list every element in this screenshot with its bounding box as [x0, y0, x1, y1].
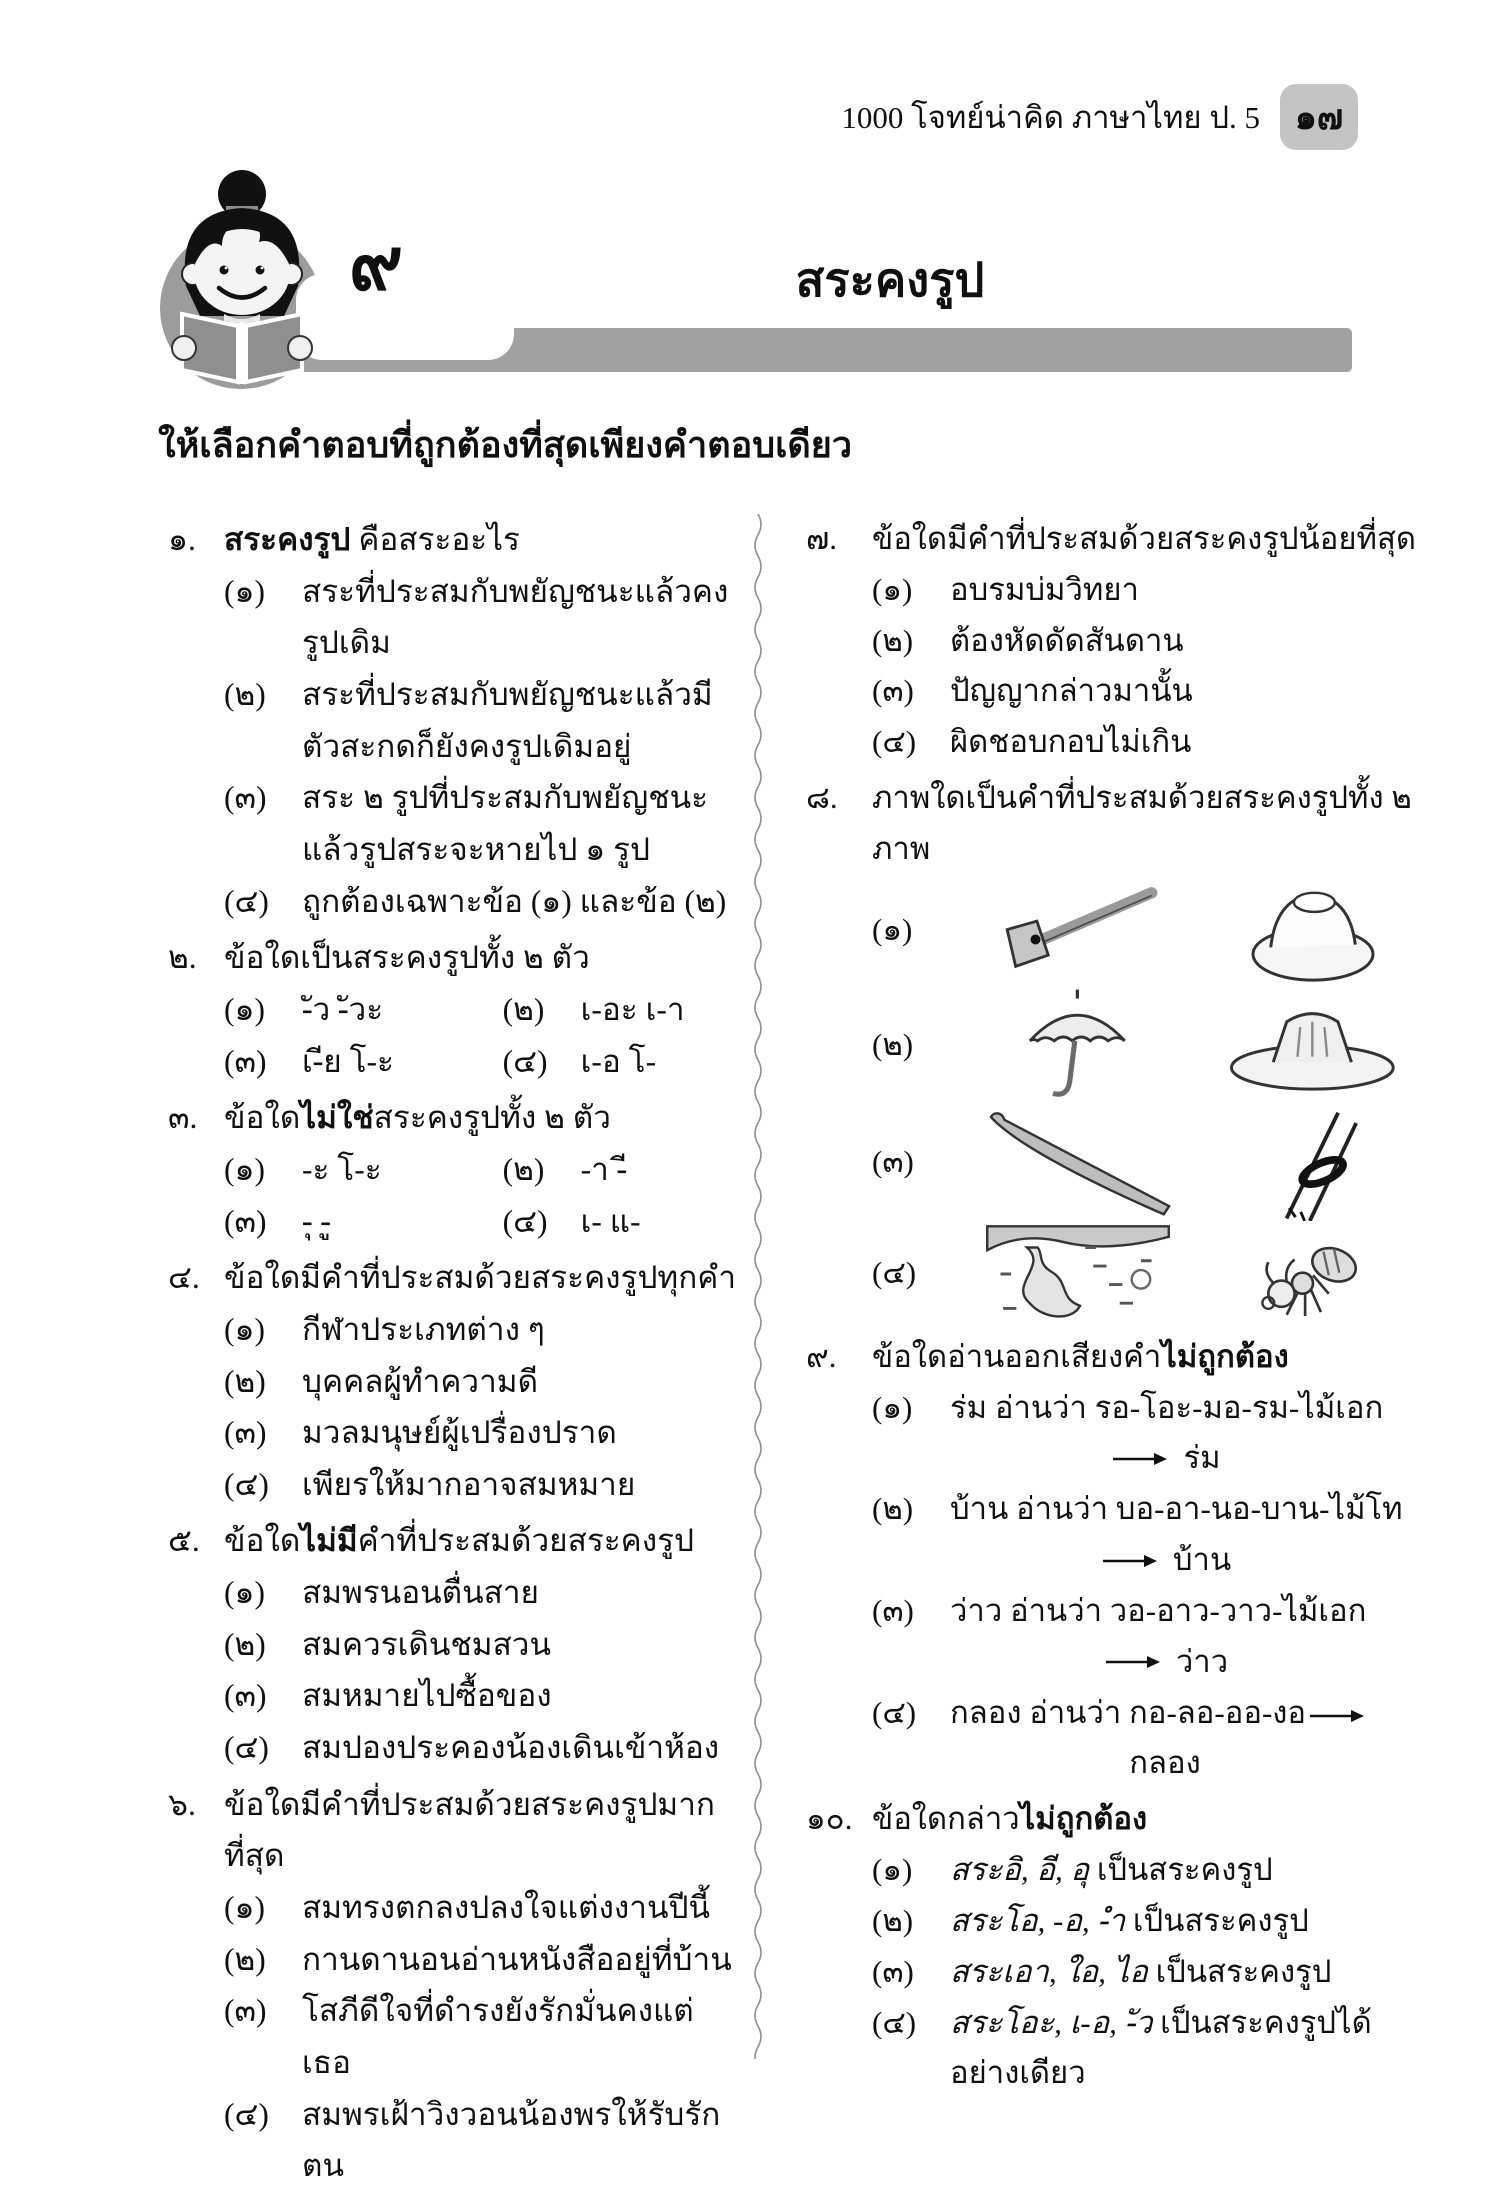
options-list [224, 1144, 740, 1247]
book-title: 1000 โจทย์น่าคิด ภาษาไทย ป. 5 [841, 100, 1260, 135]
text-segment: สมทรงตกลงปลงใจแต่งงานปีนี้ [302, 1890, 711, 1926]
option-8-1 [872, 875, 1420, 987]
option-label: (๒) [872, 1902, 914, 1938]
question-header [168, 1252, 740, 1304]
question-2 [168, 932, 740, 1087]
option-1-3 [224, 772, 740, 875]
option-label: (๒) [224, 1626, 266, 1662]
option-text [950, 565, 1420, 616]
option-text [950, 666, 1420, 717]
option-6-1 [224, 1882, 740, 1934]
question-7 [806, 514, 1420, 768]
text-segment: ข้อใดมีคำที่ประสมด้วยสระคงรูปทุกคำ [224, 1260, 737, 1296]
option-label: (๓) [872, 1592, 914, 1628]
option-1-1 [224, 566, 740, 669]
option-label: (๓) [224, 1415, 267, 1451]
option-label: (๒) [872, 622, 914, 658]
text-segment: สมพรนอนตื่นสาย [302, 1575, 540, 1611]
text-segment: ข้อใดเป็นสระคงรูปทั้ง ๒ ตัว [224, 940, 590, 976]
option-10-3 [872, 1947, 1420, 1998]
question-6 [168, 1779, 740, 2192]
text-segment: ข้อใดมีคำที่ประสมด้วยสระคงรูปมากที่สุด [224, 1786, 715, 1874]
option-label: (๑) [872, 1389, 913, 1425]
option-3-3 [224, 1196, 503, 1248]
text-segment: สระ ๒ รูปที่ประสมกับพยัญชนะแล้วรูปสระจะหายไป ๑ รูป [302, 780, 709, 867]
option-label: (๒) [224, 1363, 266, 1399]
option-label: (๓) [872, 1144, 914, 1180]
option-text [302, 2089, 740, 2192]
option-label: (๓) [872, 673, 914, 709]
question-1 [168, 514, 740, 927]
text-segment: สมปองประคองน้องเดินเข้าห้อง [302, 1730, 720, 1766]
options-list [872, 565, 1420, 768]
options-list [224, 1567, 740, 1774]
question-header [168, 1779, 740, 1882]
option-7-1 [872, 565, 1420, 616]
question-number: ๑. [168, 522, 196, 557]
question-header [806, 1332, 1420, 1383]
option-text [302, 1407, 740, 1459]
option-text [950, 1998, 1420, 2100]
page-number-badge: ๑๗ [1280, 84, 1358, 150]
question-number: ๕. [168, 1523, 200, 1559]
option-label: (๑) [224, 1890, 265, 1926]
option-9-3 [872, 1586, 1420, 1688]
option-4-2 [224, 1356, 740, 1408]
option-text [581, 1144, 740, 1196]
question-number: ๗. [806, 521, 838, 556]
option-text [302, 1196, 503, 1248]
question-header [806, 773, 1420, 875]
option-5-3 [224, 1670, 740, 1722]
option-10-4 [872, 1998, 1420, 2100]
question-3 [168, 1092, 740, 1247]
text-segment: -ุ -ู [302, 1203, 331, 1239]
option-label: (๒) [224, 1941, 266, 1977]
question-4 [168, 1252, 740, 1510]
text-segment: ว่าว อ่านว่า วอ-อาว-วาว-ไม้เอก [950, 1592, 1367, 1628]
option-text [950, 1896, 1420, 1947]
arrow-icon [1310, 1709, 1364, 1723]
question-number: ๔. [168, 1260, 200, 1296]
question-text [872, 773, 1420, 875]
text-segment: สระอิ, อี, อุ [950, 1852, 1090, 1888]
option-text [302, 669, 740, 772]
option-text [302, 1934, 740, 1986]
question-text [224, 1515, 740, 1567]
option-1-2 [224, 669, 740, 772]
arrow-icon [1106, 1655, 1160, 1669]
option-3-2 [503, 1144, 740, 1196]
option-label: (๓) [224, 1993, 267, 2029]
question-10 [806, 1794, 1420, 2099]
option-5-2 [224, 1619, 740, 1671]
option-9-1 [872, 1383, 1420, 1485]
option-text [302, 566, 740, 669]
option-text [581, 1196, 740, 1248]
question-text [224, 1252, 740, 1304]
option-2-3 [224, 1036, 503, 1088]
text-segment: สระโอะ, เ-อ, -ัว [950, 2004, 1153, 2040]
question-header [168, 1092, 740, 1144]
option-label: (๑) [224, 1575, 265, 1611]
option-text [302, 1567, 740, 1619]
question-text [224, 1779, 740, 1882]
question-header [168, 932, 740, 984]
text-segment: ภาพใดเป็นคำที่ประสมด้วยสระคงรูปทั้ง ๒ ภาพ [872, 780, 1412, 866]
question-8 [806, 773, 1420, 1327]
option-text [302, 1722, 740, 1774]
text-segment: ข้อใดมีคำที่ประสมด้วยสระคงรูปน้อยที่สุด [872, 521, 1417, 556]
ant-image [1205, 1228, 1420, 1320]
text-segment: -ัว -ัวะ [302, 991, 384, 1027]
option-text [302, 1356, 740, 1408]
option-text [950, 1586, 1420, 1688]
column-divider [750, 514, 766, 2197]
text-segment: โสภีดีใจที่ดำรงยังรักมั่นคงแต่เธอ [302, 1993, 694, 2081]
question-header [168, 1515, 740, 1567]
option-label: (๒) [872, 1491, 914, 1527]
option-10-2 [872, 1896, 1420, 1947]
options-list [224, 984, 740, 1087]
hoe-image [950, 881, 1205, 981]
option-label: (๒) [502, 991, 545, 1027]
option-label: (๓) [224, 1678, 267, 1714]
option-text [950, 1383, 1420, 1485]
text-segment: เป็นสระคงรูป [1125, 1902, 1309, 1938]
option-text [950, 616, 1420, 667]
page-header [841, 84, 1358, 150]
question-text [224, 932, 740, 984]
text-segment: เ-อ โ- [580, 1043, 657, 1079]
option-4-3 [224, 1407, 740, 1459]
farmer-hat-image [1205, 997, 1420, 1095]
options-list [224, 1304, 740, 1511]
arrow-icon [1113, 1452, 1167, 1466]
question-number: ๒. [168, 940, 197, 976]
text-segment: สระที่ประสมกับพยัญชนะแล้วคงรูปเดิม [302, 573, 729, 661]
chapter-title: สระคงรูป [795, 255, 985, 307]
option-text [950, 717, 1420, 768]
option-7-2 [872, 616, 1420, 667]
text-segment: สระเอา, ใอ, ไอ [950, 1953, 1148, 1989]
swing-image [1205, 1105, 1420, 1221]
option-3-1 [224, 1144, 503, 1196]
options-list [872, 875, 1420, 1327]
option-label: (๑) [224, 1311, 265, 1347]
text-segment: ไม่ถูกต้อง [1019, 1801, 1148, 1837]
option-text [950, 1947, 1420, 1998]
text-segment: ข้อใด [224, 1100, 301, 1136]
option-text [302, 1144, 503, 1196]
left-column [168, 514, 740, 2197]
options-list [224, 566, 740, 928]
option-text [302, 1036, 503, 1088]
question-number: ๘. [806, 780, 838, 816]
eye-right [256, 266, 265, 275]
text-segment: ไม่ใช่ [300, 1100, 374, 1136]
question-text [224, 514, 740, 566]
option-label: (๔) [502, 1043, 548, 1079]
option-text [302, 1985, 740, 2088]
eye-left [220, 266, 229, 275]
option-8-2 [872, 987, 1420, 1105]
question-header [806, 514, 1420, 565]
question-5 [168, 1515, 740, 1773]
option-1-4 [224, 876, 740, 928]
question-text [872, 1794, 1420, 1845]
option-6-2 [224, 1934, 740, 1986]
option-9-4 [872, 1688, 1420, 1790]
question-columns [168, 514, 1420, 2197]
option-label: (๔) [872, 1255, 917, 1291]
pronunciation-result [950, 1637, 1380, 1688]
option-7-4 [872, 717, 1420, 768]
pronunciation-result [950, 1433, 1380, 1484]
option-2-4 [503, 1036, 740, 1088]
result-word: ร่ม [1183, 1440, 1221, 1476]
result-word: ว่าว [1175, 1643, 1229, 1679]
option-4-4 [224, 1459, 740, 1511]
option-4-1 [224, 1304, 740, 1356]
question-header [168, 514, 740, 566]
option-5-4 [224, 1722, 740, 1774]
question-number: ๖. [168, 1786, 196, 1822]
text-segment: ข้อใดอ่านออกเสียงคำ [872, 1338, 1162, 1374]
question-text [224, 1092, 740, 1144]
option-text [302, 772, 740, 875]
option-label: (๓) [872, 1953, 914, 1989]
option-label: (๔) [872, 2004, 917, 2040]
question-number: ๑๐. [806, 1801, 853, 1837]
option-text [302, 1304, 740, 1356]
arrow-icon [1103, 1554, 1157, 1568]
text-segment: เ-อะ เ-า [580, 991, 685, 1027]
pronunciation-result [950, 1738, 1380, 1789]
option-label: (๒) [502, 1151, 545, 1187]
text-segment: มวลมนุษย์ผู้เปรื่องปราด [302, 1415, 617, 1451]
option-text [302, 1459, 740, 1511]
text-segment: เพียรให้มากอาจสมหมาย [302, 1466, 636, 1502]
chapter-number: ๙ [348, 224, 404, 306]
option-label: (๓) [224, 1043, 267, 1079]
option-text [950, 1484, 1420, 1586]
option-label: (๓) [224, 780, 267, 816]
option-label: (๔) [224, 883, 269, 919]
text-segment: -า -ี [580, 1151, 628, 1187]
stream-image [950, 1221, 1205, 1327]
text-segment: สระโอ, -อ, -ำ [950, 1902, 1126, 1938]
text-segment: บุคคลผู้ทำความดี [302, 1363, 539, 1399]
option-text [302, 1882, 740, 1934]
text-segment: เ- แ- [580, 1203, 641, 1239]
option-text [950, 1845, 1420, 1896]
option-label: (๔) [502, 1203, 548, 1239]
text-segment: ต้องหัดดัดสันดาน [950, 622, 1184, 658]
option-label: (๑) [224, 991, 265, 1027]
option-label: (๔) [224, 1730, 269, 1766]
text-segment: สมควรเดินชมสวน [302, 1626, 552, 1662]
reading-girl-illustration [172, 170, 312, 384]
hand-left [172, 336, 196, 360]
options-list [224, 1882, 740, 2192]
option-label: (๑) [872, 912, 913, 948]
option-label: (๔) [872, 724, 917, 760]
option-text [581, 1036, 740, 1088]
text-segment: ข้อใดกล่าว [872, 1801, 1020, 1837]
text-segment: ผิดชอบกอบไม่เกิน [950, 724, 1192, 760]
option-label: (๑) [224, 1151, 265, 1187]
option-text [950, 1688, 1420, 1790]
option-text [302, 1670, 740, 1722]
option-6-4 [224, 2089, 740, 2192]
right-column [780, 514, 1420, 2197]
umbrella-image [950, 987, 1205, 1105]
text-segment: กลอง อ่านว่า กอ-ลอ-ออ-งอ [950, 1694, 1307, 1730]
text-segment: ปัญญากล่าวมานั้น [950, 673, 1193, 709]
text-segment: ข้อใด [224, 1523, 301, 1559]
pole-image [950, 1109, 1205, 1217]
option-5-1 [224, 1567, 740, 1619]
option-label: (๔) [224, 2096, 269, 2132]
option-text [581, 984, 740, 1036]
text-segment: คำที่ประสมด้วยสระคงรูป [357, 1523, 695, 1559]
option-label: (๔) [872, 1694, 917, 1730]
option-text [302, 984, 503, 1036]
result-word: บ้าน [1172, 1542, 1232, 1578]
option-label: (๑) [872, 571, 913, 607]
text-segment: ไม่ถูกต้อง [1161, 1338, 1289, 1374]
text-segment: เ-ีย โ-ะ [302, 1043, 394, 1079]
text-segment: ไม่มี [300, 1523, 358, 1559]
option-text [302, 1619, 740, 1671]
option-7-3 [872, 666, 1420, 717]
text-segment: สระคงรูปทั้ง ๒ ตัว [373, 1100, 611, 1136]
text-segment: บ้าน อ่านว่า บอ-อา-นอ-บาน-ไม้โท [950, 1491, 1403, 1527]
text-segment: ร่ม อ่านว่า รอ-โอะ-มอ-รม-ไม้เอก [950, 1389, 1384, 1425]
question-9 [806, 1332, 1420, 1789]
question-text [872, 514, 1420, 565]
text-segment: กานดานอนอ่านหนังสืออยู่ที่บ้าน [302, 1941, 732, 1977]
option-label: (๓) [224, 1203, 267, 1239]
option-text [302, 876, 740, 928]
question-number: ๓. [168, 1100, 198, 1136]
option-label: (๑) [224, 573, 265, 609]
option-label: (๒) [872, 1027, 914, 1063]
text-segment: เป็นสระคงรูป [1147, 1953, 1332, 1989]
option-6-3 [224, 1985, 740, 2088]
text-segment: -ะ โ-ะ [302, 1151, 382, 1187]
text-segment: สมหมายไปซื้อของ [302, 1678, 552, 1714]
text-segment: คือสระอะไร [350, 522, 520, 557]
text-segment: สระที่ประสมกับพยัญชนะแล้วมีตัวสะกดก็ยังคงรูปเดิมอยู่ [302, 676, 713, 764]
text-segment: ถูกต้องเฉพาะข้อ (๑) และข้อ (๒) [302, 883, 727, 919]
text-segment: สระคงรูป [224, 522, 351, 557]
options-list [872, 1383, 1420, 1790]
option-2-1 [224, 984, 503, 1036]
text-segment: อบรมบ่มวิทยา [950, 571, 1139, 607]
hand-right [288, 336, 312, 360]
option-8-4 [872, 1221, 1420, 1327]
sun-hat-image [1205, 875, 1420, 987]
option-label: (๒) [224, 676, 266, 712]
instruction-text: ให้เลือกคำตอบที่ถูกต้องที่สุดเพียงคำตอบเดียว [158, 425, 853, 465]
option-9-2 [872, 1484, 1420, 1586]
options-list [872, 1845, 1420, 2099]
option-label: (๔) [224, 1466, 269, 1502]
question-text [872, 1332, 1420, 1383]
option-10-1 [872, 1845, 1420, 1896]
text-segment: เป็นสระคงรูปได้อย่างเดียว [950, 2004, 1372, 2091]
option-label: (๑) [872, 1852, 913, 1888]
option-3-4 [503, 1196, 740, 1248]
pronunciation-result [950, 1535, 1380, 1586]
text-segment: สมพรเฝ้าวิงวอนน้องพรให้รับรักตน [302, 2096, 721, 2184]
text-segment: เป็นสระคงรูป [1089, 1852, 1273, 1888]
question-number: ๙. [806, 1338, 837, 1374]
result-word: กลอง [1129, 1745, 1201, 1781]
question-header [806, 1794, 1420, 1845]
option-8-3 [872, 1105, 1420, 1221]
text-segment: กีฬาประเภทต่าง ๆ [302, 1311, 545, 1347]
option-2-2 [503, 984, 740, 1036]
